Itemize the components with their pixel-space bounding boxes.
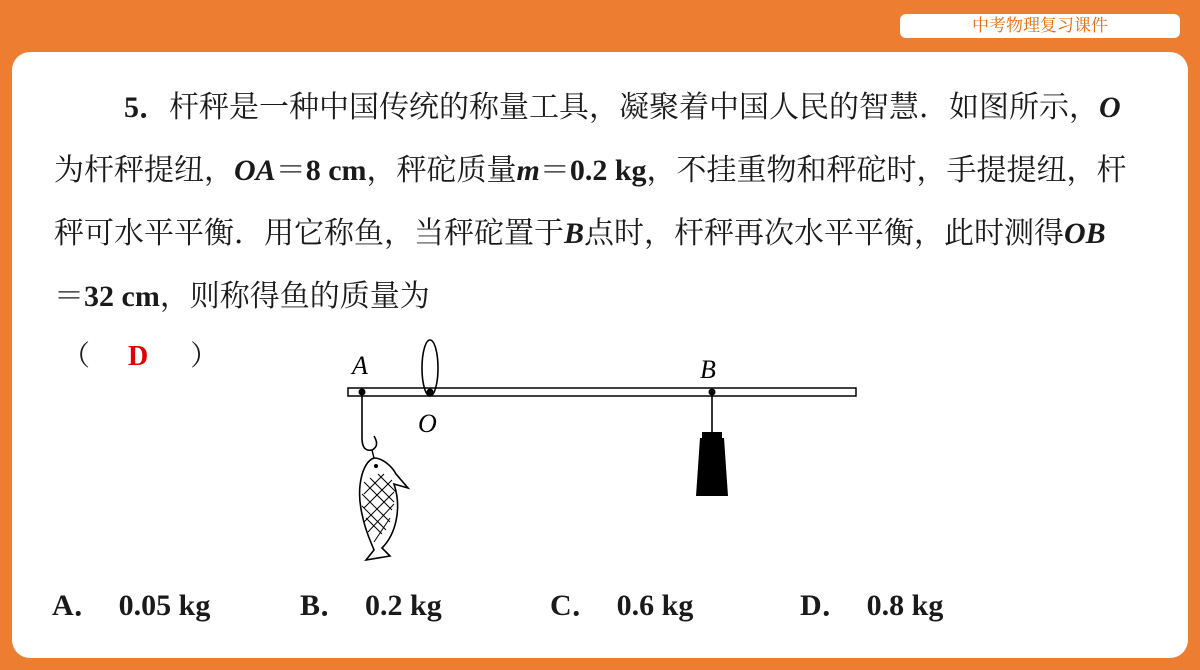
question-part: ＝	[539, 153, 570, 188]
option-value: 0.6 kg	[616, 589, 694, 622]
option-b[interactable]	[300, 580, 442, 624]
option-value: 0.2 kg	[365, 589, 442, 622]
question-part: 为杆秤提纽，	[54, 153, 234, 188]
question-part: 点时，杆秤再次水平平衡，此时测得	[584, 216, 1065, 251]
fish-hook	[362, 396, 377, 450]
question-part: ＝	[54, 279, 84, 314]
option-c[interactable]	[550, 580, 693, 624]
option-value: 0.8 kg	[866, 589, 944, 622]
question-part: ，则称得鱼的质量为	[159, 279, 430, 314]
var-b: B	[564, 217, 585, 250]
option-letter: B．	[300, 589, 351, 622]
m-value: 0.2 kg	[569, 154, 647, 187]
label-a: A	[352, 351, 368, 380]
label-b: B	[700, 355, 716, 384]
paren-open: （	[62, 339, 91, 372]
answer-value: D	[128, 341, 149, 372]
steelyard-diagram	[332, 338, 892, 568]
option-d[interactable]	[800, 580, 943, 624]
fish-icon	[360, 450, 408, 560]
point-a	[359, 389, 366, 396]
var-o: O	[1099, 91, 1121, 124]
ob-value: 32 cm	[84, 280, 160, 313]
course-badge: 中考物理复习课件	[900, 14, 1180, 38]
answer-blank	[62, 334, 218, 374]
question-text	[54, 76, 1134, 328]
var-m: m	[516, 154, 540, 187]
point-b	[709, 389, 716, 396]
option-value: 0.05 kg	[118, 589, 211, 622]
counterweight	[696, 396, 728, 496]
question-part: 杆秤是一种中国传统的称量工具，凝聚着中国人民的智慧．如图所示，	[169, 90, 1099, 125]
option-letter: C．	[550, 589, 602, 622]
question-part: ，不挂重物和秤砣时，手提提纽，杆秤可水平平衡．用它称鱼，当秤砣置于	[54, 153, 1127, 251]
slide-card	[12, 52, 1188, 658]
var-ob: OB	[1064, 217, 1106, 250]
point-o	[427, 389, 434, 396]
question-part: ，秤砣质量	[366, 153, 517, 188]
option-letter: D．	[800, 589, 852, 622]
option-letter: A．	[52, 589, 104, 622]
question-number: 5．	[124, 91, 169, 124]
paren-close: ）	[190, 339, 219, 372]
var-oa: OA	[234, 154, 276, 187]
label-o: O	[418, 409, 437, 438]
oa-value: 8 cm	[305, 154, 367, 187]
option-a[interactable]	[52, 580, 210, 624]
question-part: ＝	[275, 153, 306, 188]
